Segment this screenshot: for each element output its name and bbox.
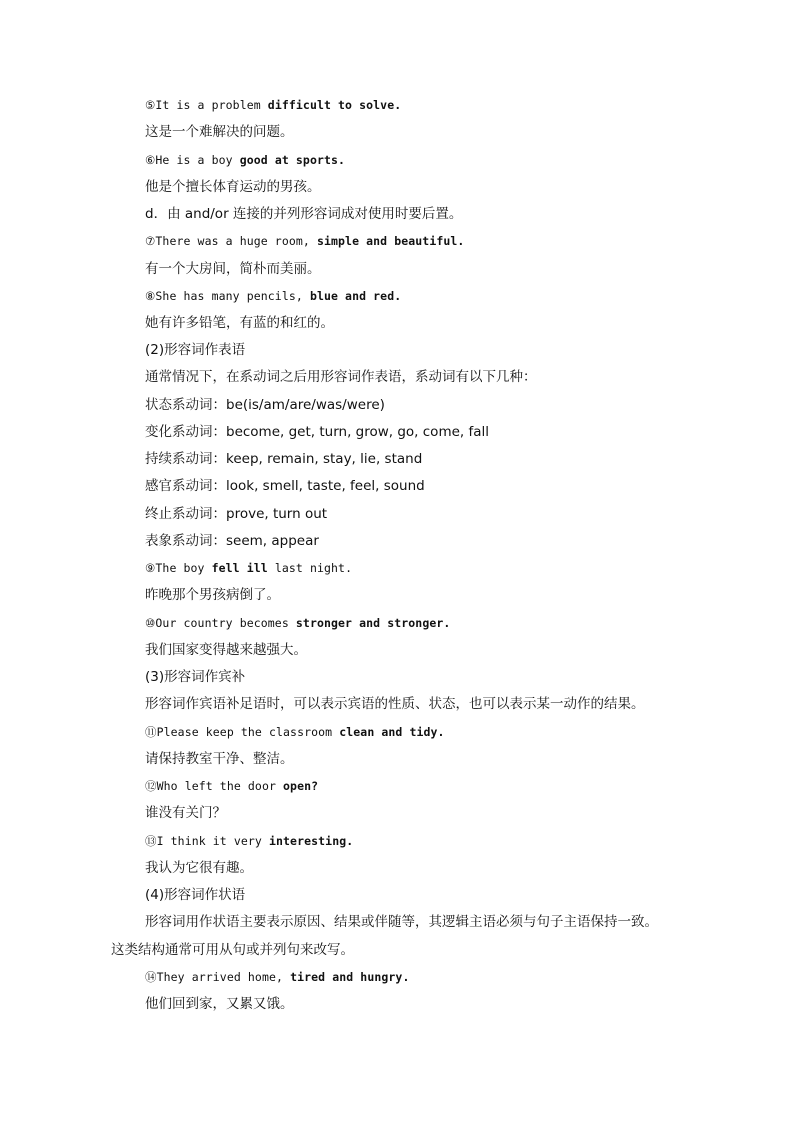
translation: 我们国家变得越来越强大。 (145, 642, 307, 658)
rule-text: d．由 and/or 连接的并列形容词成对使用时要后置。 (145, 206, 463, 222)
verb-list-item: 终止系动词：prove, turn out (145, 506, 328, 522)
section-heading: (2)形容词作表语 (145, 342, 246, 358)
translation: 他们回到家，又累又饿。 (145, 996, 294, 1012)
example-sentence: ⑭They arrived home, tired and hungry. (145, 970, 410, 984)
example-sentence: ⑦There was a huge room, simple and beautiful. (145, 234, 465, 248)
translation: 有一个大房间，简朴而美丽。 (145, 261, 321, 277)
translation: 请保持教室干净、整洁。 (145, 751, 294, 767)
translation: 她有许多铅笔，有蓝的和红的。 (145, 315, 334, 331)
verb-list-item: 持续系动词：keep, remain, stay, lie, stand (145, 451, 423, 467)
rule-text-continued: 这类结构通常可用从句或并列句来改写。 (111, 942, 354, 958)
translation: 昨晚那个男孩病倒了。 (145, 587, 280, 603)
example-sentence: ⑤It is a problem difficult to solve. (145, 98, 402, 112)
example-sentence: ⑥He is a boy good at sports. (145, 153, 346, 167)
translation: 这是一个难解决的问题。 (145, 124, 294, 140)
rule-text: 通常情况下，在系动词之后用形容词作表语，系动词有以下几种： (145, 369, 537, 385)
rule-text: 形容词用作状语主要表示原因、结果或伴随等，其逻辑主语必须与句子主语保持一致。 (145, 914, 658, 930)
translation: 他是个擅长体育运动的男孩。 (145, 179, 321, 195)
verb-list-item: 状态系动词：be(is/am/are/was/were) (145, 397, 385, 413)
verb-list-item: 表象系动词：seem, appear (145, 533, 319, 549)
verb-list-item: 变化系动词：become, get, turn, grow, go, come, fall (145, 424, 490, 440)
example-sentence: ⑬I think it very interesting. (145, 834, 354, 848)
rule-text: 形容词作宾语补足语时，可以表示宾语的性质、状态，也可以表示某一动作的结果。 (145, 696, 645, 712)
section-heading: (4)形容词作状语 (145, 887, 246, 903)
verb-list-item: 感官系动词：look, smell, taste, feel, sound (145, 478, 425, 494)
translation: 谁没有关门？ (145, 805, 226, 821)
example-sentence: ⑧She has many pencils, blue and red. (145, 289, 402, 303)
example-sentence: ⑪Please keep the classroom clean and tidy. (145, 725, 445, 739)
section-heading: (3)形容词作宾补 (145, 669, 246, 685)
example-sentence: ⑫Who left the door open? (145, 779, 319, 793)
example-sentence: ⑨The boy fell ill last night. (145, 561, 353, 575)
translation: 我认为它很有趣。 (145, 860, 253, 876)
example-sentence: ⑩Our country becomes stronger and stronger. (145, 616, 451, 630)
